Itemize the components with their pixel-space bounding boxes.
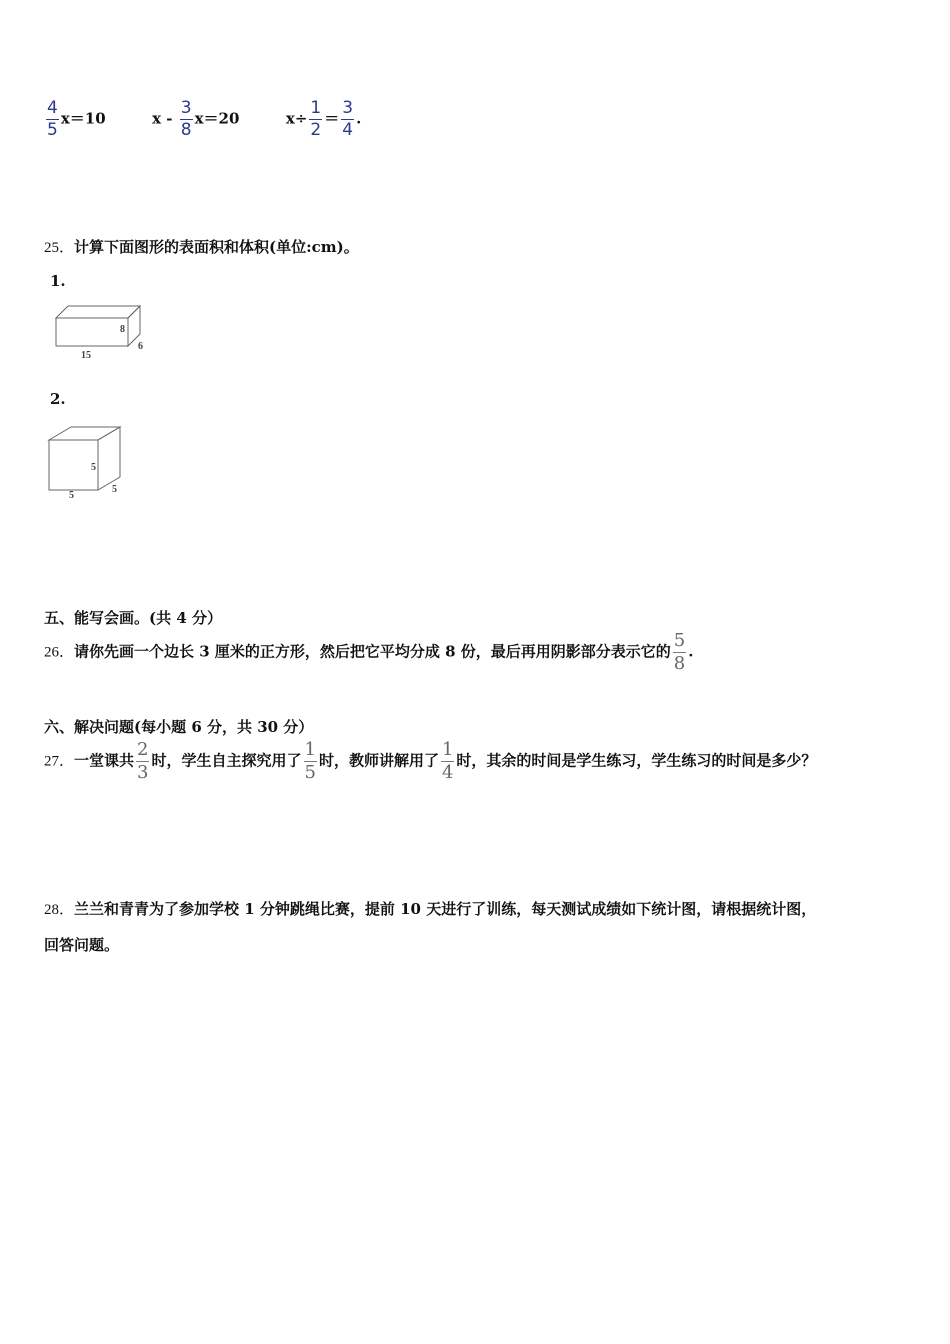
equation-3-end: . bbox=[356, 109, 362, 128]
question-number: 25． bbox=[44, 240, 75, 256]
cube-depth-label: 5 bbox=[112, 484, 117, 495]
cuboid-height-label: 8 bbox=[120, 324, 125, 335]
question-text: 请你先画一个边长 3 厘米的正方形，然后把它平均分成 8 份，最后再用阴影部分表示它的 bbox=[74, 642, 671, 661]
question-number: 28． bbox=[44, 902, 75, 918]
equation-1-rest: x＝10 bbox=[60, 109, 106, 128]
question-28-line-2: 回答问题。 bbox=[44, 936, 120, 954]
question-text: 计算下面图形的表面积和体积(单位:cm)。 bbox=[74, 238, 359, 256]
equation-2-pre: x - bbox=[152, 109, 173, 128]
question-text-part-3: 时，教师讲解用了 bbox=[318, 751, 439, 770]
equation-3-pre: x÷ bbox=[285, 109, 308, 128]
cuboid-length-label: 15 bbox=[81, 350, 91, 361]
question-25 bbox=[44, 236, 359, 257]
cube-bottom-label: 5 bbox=[69, 490, 74, 501]
figure-1-label: 1. bbox=[50, 272, 66, 290]
fraction-2-3: $\frac{2}{3}$ bbox=[137, 739, 149, 783]
question-number: 26． bbox=[44, 644, 75, 661]
cuboid-width-label: 6 bbox=[138, 341, 143, 352]
question-text-line-1: 兰兰和青青为了参加学校 1 分钟跳绳比赛，提前 10 天进行了训练，每天测试成绩如下统计图，请根据统计图， bbox=[74, 900, 817, 918]
question-number: 27． bbox=[44, 753, 75, 770]
section-5-title: 五、能写会画。(共 4 分） bbox=[44, 609, 222, 627]
equations-row bbox=[44, 100, 361, 139]
cube-side-label: 5 bbox=[91, 462, 96, 473]
question-text-part-2: 时，学生自主探究用了 bbox=[151, 751, 302, 770]
fraction-1-4: $\frac{1}{4}$ bbox=[441, 739, 454, 783]
equation-2-rest: x＝20 bbox=[194, 109, 240, 128]
fraction-5-8: $\frac{5}{8}$ bbox=[673, 630, 686, 674]
question-text-part-1: 一堂课共 bbox=[74, 751, 135, 770]
fraction-4-5: $\frac{4}{5}$ bbox=[47, 98, 58, 140]
question-28 bbox=[44, 898, 816, 919]
fraction-1-2: $\frac{1}{2}$ bbox=[310, 98, 322, 140]
equation-3-mid: ＝ bbox=[324, 109, 340, 128]
cuboid-figure bbox=[46, 298, 156, 364]
fraction-1-5: $\frac{1}{5}$ bbox=[304, 739, 316, 783]
cube-figure bbox=[44, 424, 134, 504]
question-27 bbox=[44, 741, 816, 782]
question-end: . bbox=[688, 642, 694, 661]
question-26 bbox=[44, 632, 693, 673]
figure-2-label: 2. bbox=[50, 390, 66, 408]
question-text-part-4: 时，其余的时间是学生练习，学生练习的时间是多少？ bbox=[456, 751, 817, 770]
fraction-3-8: $\frac{3}{8}$ bbox=[180, 98, 192, 140]
fraction-3-4: $\frac{3}{4}$ bbox=[342, 98, 354, 140]
section-6-title: 六、解决问题(每小题 6 分，共 30 分） bbox=[44, 718, 314, 736]
